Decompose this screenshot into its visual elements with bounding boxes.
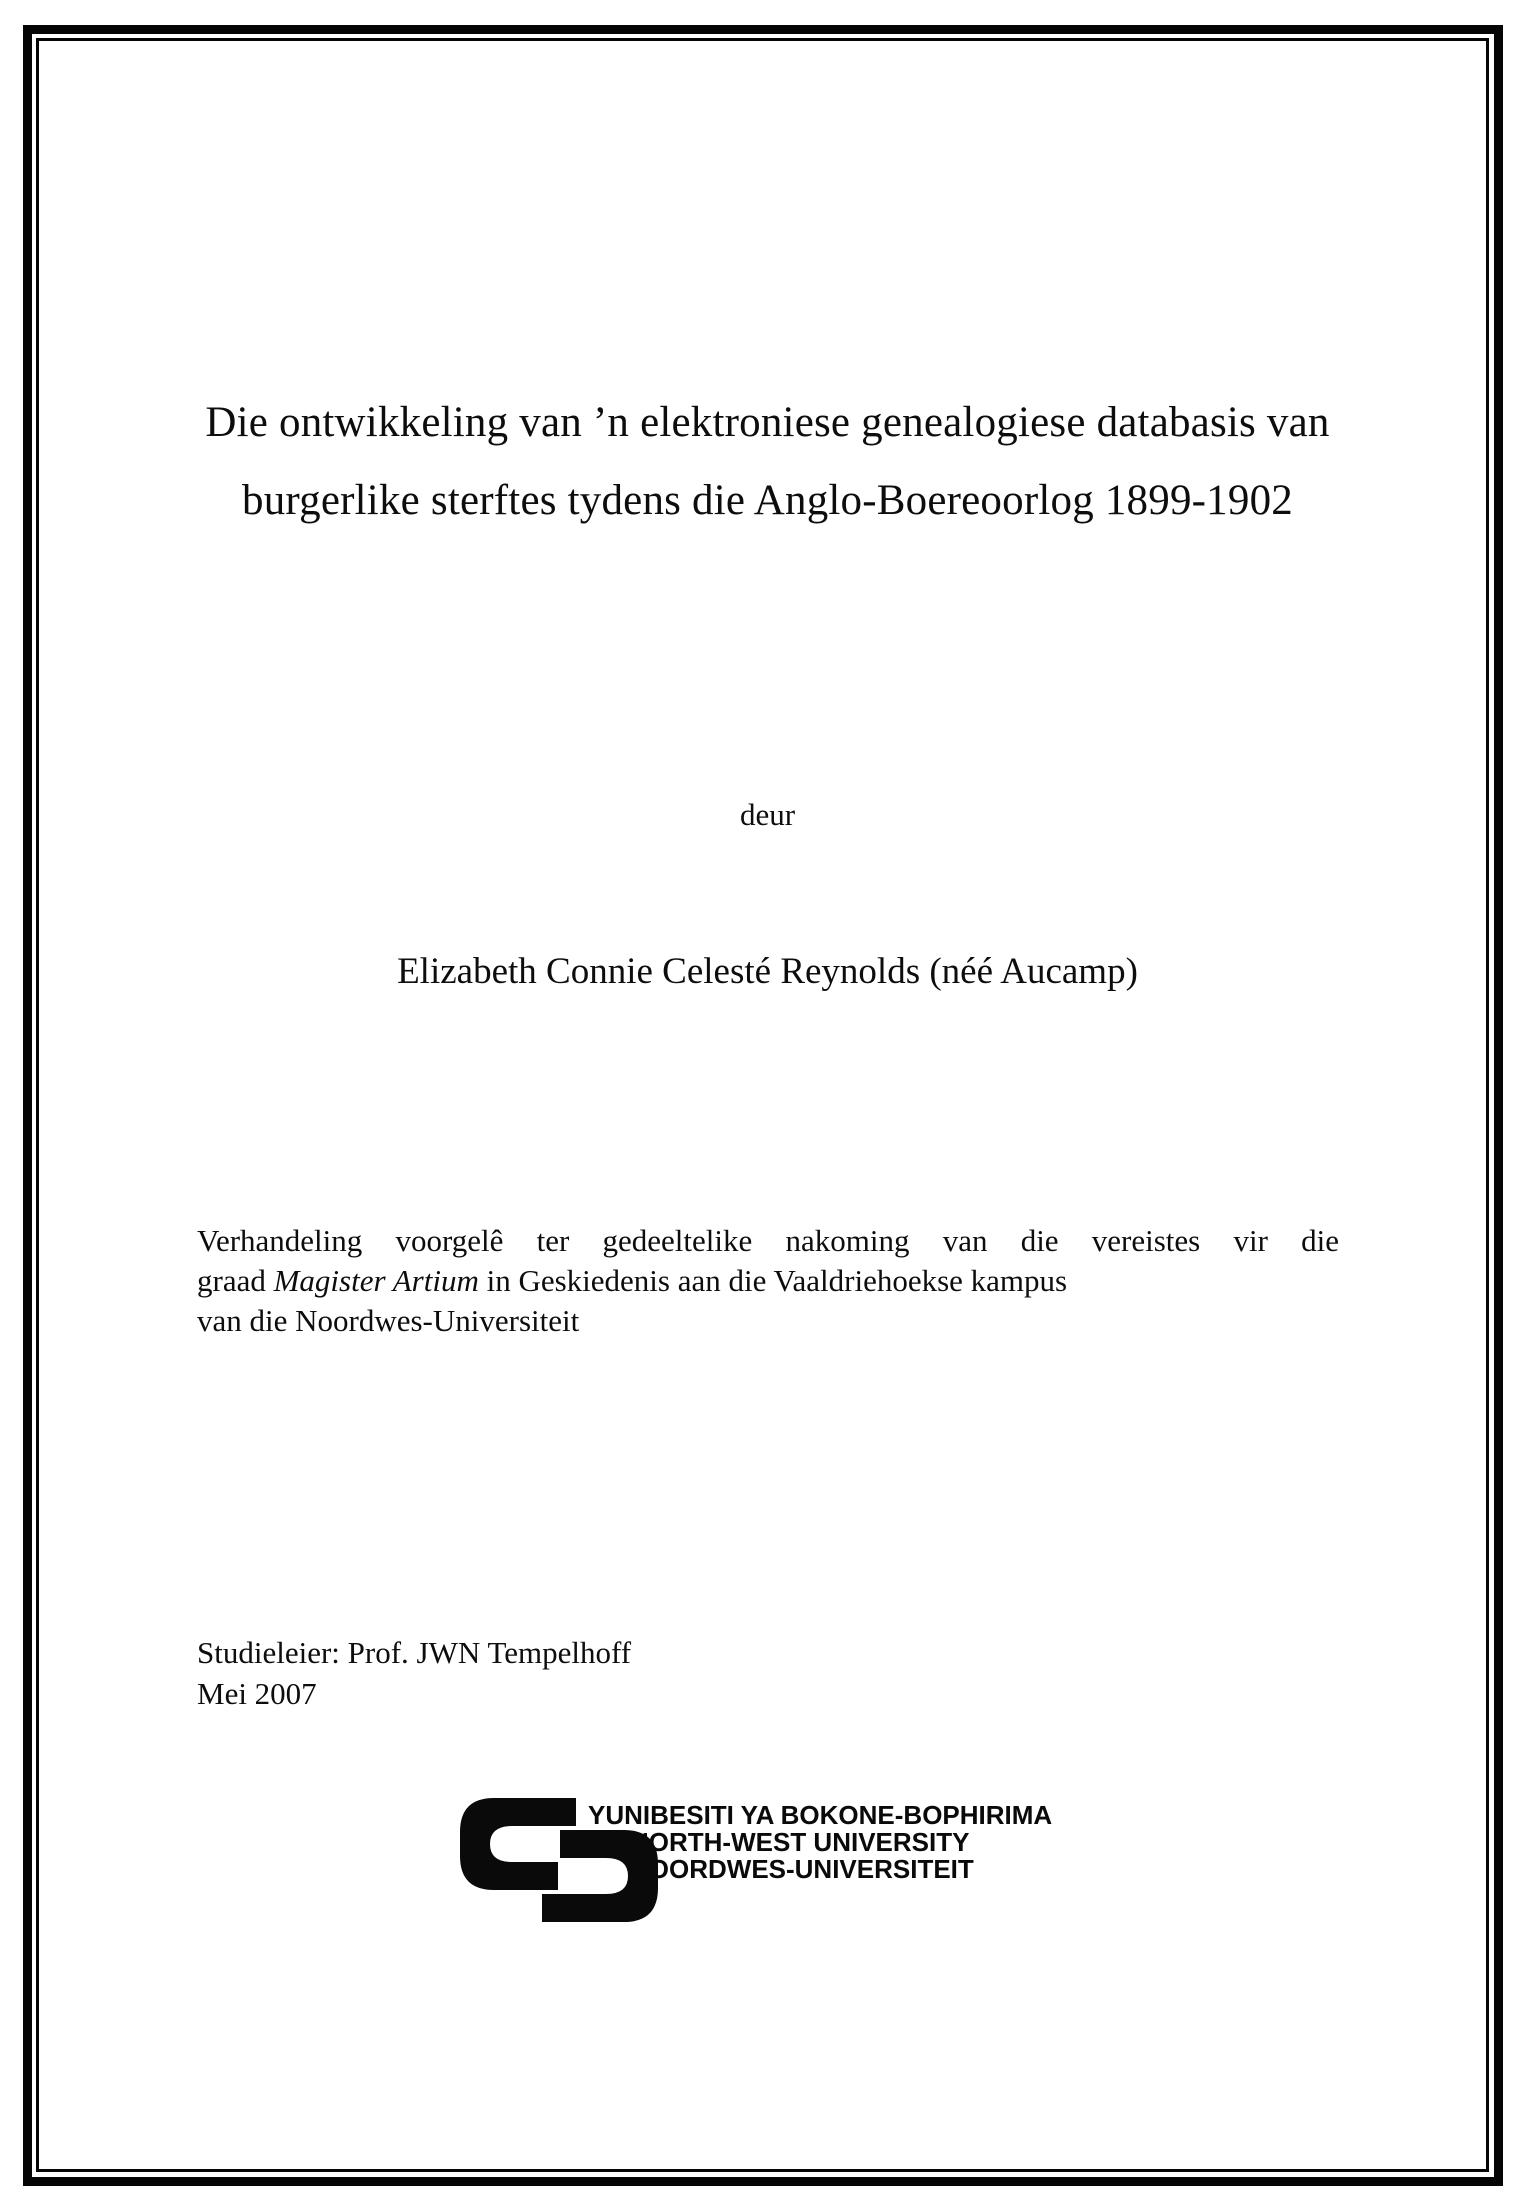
byline-label: deur — [739, 797, 796, 832]
declaration-line1: Verhandeling voorgelê ter gedeeltelike nakoming van die vereistes vir die — [197, 1223, 1339, 1258]
declaration-line2-post: in Geskiedenis aan die Vaaldriehoekse kampus — [478, 1263, 1068, 1298]
declaration-line2-pre: graad — [197, 1263, 274, 1298]
university-logo-text — [588, 1802, 1052, 1883]
thesis-title — [190, 384, 1345, 540]
university-logo — [458, 1796, 1078, 1936]
logo-text-english: NORTH-WEST UNIVERSITY — [630, 1827, 970, 1857]
date-line: Mei 2007 — [197, 1676, 317, 1711]
supervisor-line: Studieleier: Prof. JWN Tempelhoff — [197, 1635, 632, 1670]
logo-text-afrikaans: NOORDWES-UNIVERSITEIT — [630, 1854, 974, 1884]
supervisor-block — [197, 1632, 631, 1714]
thesis-title-line2: burgerlike sterftes tydens die Anglo-Boereoorlog 1899-1902 — [242, 477, 1293, 524]
thesis-title-line1: Die ontwikkeling van ’n elektroniese genealogiese databasis van — [205, 399, 1330, 446]
logo-text-setswana: YUNIBESITI YA BOKONE-BOPHIRIMA — [588, 1800, 1053, 1830]
declaration-paragraph — [197, 1221, 1339, 1341]
author-name: Elizabeth Connie Celesté Reynolds (néé Aucamp) — [397, 951, 1138, 992]
declaration-line2 — [197, 1261, 1339, 1301]
declaration-line3: van die Noordwes-Universiteit — [197, 1303, 580, 1338]
degree-name-italic: Magister Artium — [273, 1263, 479, 1298]
